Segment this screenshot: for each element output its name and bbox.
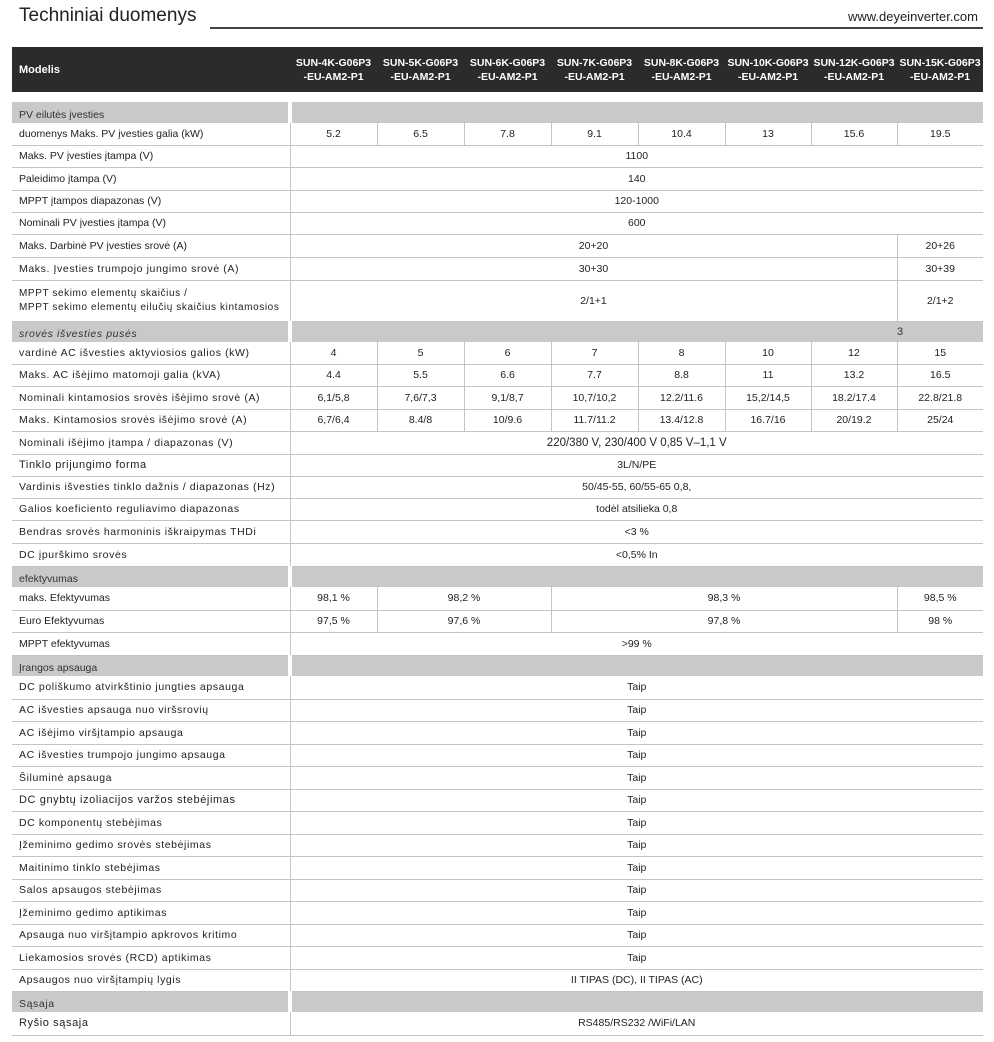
section-title: srovės išvesties pusės <box>12 321 290 342</box>
cell-value: 7,6/7,3 <box>377 386 464 409</box>
table-row <box>12 587 983 610</box>
section-note: 3 <box>897 321 983 342</box>
cell-value: todėl atsilieka 0,8 <box>290 498 983 520</box>
table-row <box>12 280 983 321</box>
row-label: Nominali PV įvesties įtampa (V) <box>12 212 290 234</box>
cell-value: 6,7/6,4 <box>290 409 377 431</box>
cell-value: 13.4/12.8 <box>638 409 725 431</box>
model-header-label: Modelis <box>12 47 290 92</box>
cell-value: II TIPAS (DC), II TIPAS (AC) <box>290 969 983 991</box>
row-label <box>12 280 290 321</box>
table-row <box>12 721 983 744</box>
row-label: AC išvesties trumpojo jungimo apsauga <box>12 744 290 766</box>
section-title: efektyvumas <box>12 566 290 587</box>
cell-value: 5.5 <box>377 364 464 386</box>
cell-value: 2/1+1 <box>290 280 897 321</box>
table-row <box>12 834 983 856</box>
row-label: DC poliškumo atvirkštinio jungties apsauga <box>12 676 290 699</box>
cell-value: <0,5% In <box>290 543 983 566</box>
cell-value: 50/45-55, 60/55-65 0,8, <box>290 476 983 498</box>
cell-value: 7.8 <box>464 123 551 145</box>
section-ac <box>12 321 983 342</box>
row-label: Nominali išėjimo įtampa / diapazonas (V) <box>12 431 290 454</box>
row-label: Liekamosios srovės (RCD) aptikimas <box>12 946 290 969</box>
table-row <box>12 257 983 280</box>
cell-value: 15 <box>897 342 983 364</box>
header-rule <box>210 27 983 29</box>
cell-value: 98,1 % <box>290 587 377 610</box>
row-label: Maks. Darbinė PV įvesties srovė (A) <box>12 234 290 257</box>
table-row <box>12 145 983 167</box>
cell-value: 9,1/8,7 <box>464 386 551 409</box>
section-efficiency <box>12 566 983 587</box>
page-title: Techniniai duomenys <box>19 5 197 26</box>
cell-value: 97,8 % <box>551 610 897 632</box>
table-row <box>12 610 983 632</box>
row-label: Salos apsaugos stebėjimas <box>12 879 290 901</box>
table-row <box>12 342 983 364</box>
table-row <box>12 811 983 834</box>
cell-value: 1100 <box>290 145 983 167</box>
model-name: SUN-4K-G06P3 <box>295 56 372 69</box>
row-label: Įžeminimo gedimo aptikimas <box>12 901 290 924</box>
table-row <box>12 386 983 409</box>
cell-value: 30+39 <box>897 257 983 280</box>
cell-value: 13.2 <box>811 364 897 386</box>
cell-value: 4.4 <box>290 364 377 386</box>
cell-value: <3 % <box>290 520 983 543</box>
table-row <box>12 190 983 212</box>
cell-value: Taip <box>290 834 983 856</box>
cell-value: 10 <box>725 342 811 364</box>
cell-value: 120-1000 <box>290 190 983 212</box>
table-row <box>12 123 983 145</box>
cell-value: Taip <box>290 924 983 946</box>
table-row <box>12 632 983 655</box>
row-label: Maks. PV įvesties įtampa (V) <box>12 145 290 167</box>
model-header <box>551 47 638 92</box>
cell-value: 18.2/17.4 <box>811 386 897 409</box>
row-label: DC komponentų stebėjimas <box>12 811 290 834</box>
row-label: Vardinis išvesties tinklo dažnis / diapazonas (Hz) <box>12 476 290 498</box>
row-label: Šiluminė apsauga <box>12 766 290 789</box>
table-row <box>12 167 983 190</box>
cell-value: RS485/RS232 /WiFi/LAN <box>290 1012 983 1035</box>
model-header <box>377 47 464 92</box>
cell-value: 20+20 <box>290 234 897 257</box>
table-row <box>12 234 983 257</box>
cell-value: 10.4 <box>638 123 725 145</box>
cell-value: 11 <box>725 364 811 386</box>
cell-value: 12 <box>811 342 897 364</box>
section-title: PV eilutės įvesties <box>12 102 290 123</box>
row-label: duomenys Maks. PV įvesties galia (kW) <box>12 123 290 145</box>
model-name: SUN-6K-G06P3 <box>469 56 546 69</box>
row-label: Bendras srovės harmoninis iškraipymas THDi <box>12 520 290 543</box>
model-suffix: -EU-AM2-P1 <box>737 70 799 83</box>
row-label: AC išvesties apsauga nuo viršsrovių <box>12 699 290 721</box>
table-row <box>12 946 983 969</box>
row-label: Apsaugos nuo viršįtampių lygis <box>12 969 290 991</box>
table-row <box>12 699 983 721</box>
cell-value: 140 <box>290 167 983 190</box>
cell-value: 97,6 % <box>377 610 551 632</box>
cell-value: 20+26 <box>897 234 983 257</box>
cell-value: Taip <box>290 699 983 721</box>
website-url: www.deyeinverter.com <box>847 9 978 24</box>
row-label: Maks. Įvesties trumpojo jungimo srovė (A) <box>12 257 290 280</box>
cell-value: Taip <box>290 766 983 789</box>
table-row <box>12 476 983 498</box>
cell-value: 22.8/21.8 <box>897 386 983 409</box>
row-label: vardinė AC išvesties aktyviosios galios (kW) <box>12 342 290 364</box>
cell-value: 19.5 <box>897 123 983 145</box>
cell-value: Taip <box>290 856 983 879</box>
model-name: SUN-8K-G06P3 <box>643 56 720 69</box>
table-row <box>12 879 983 901</box>
cell-value: 98 % <box>897 610 983 632</box>
table-row <box>12 543 983 566</box>
table-row <box>12 212 983 234</box>
section-title: Įrangos apsauga <box>12 655 290 676</box>
cell-value: 25/24 <box>897 409 983 431</box>
row-label: maks. Efektyvumas <box>12 587 290 610</box>
cell-value: Taip <box>290 879 983 901</box>
row-label: Paleidimo įtampa (V) <box>12 167 290 190</box>
cell-value: Taip <box>290 744 983 766</box>
spec-table <box>12 47 983 1036</box>
table-row <box>12 1012 983 1035</box>
cell-value: 11.7/11.2 <box>551 409 638 431</box>
cell-value: 9.1 <box>551 123 638 145</box>
cell-value: Taip <box>290 721 983 744</box>
cell-value: 7.7 <box>551 364 638 386</box>
table-row <box>12 901 983 924</box>
cell-value: Taip <box>290 789 983 811</box>
row-label: DC įpurškimo srovės <box>12 543 290 566</box>
table-row <box>12 766 983 789</box>
spacer-row <box>12 92 983 102</box>
section-pv <box>12 102 983 123</box>
table-row <box>12 454 983 476</box>
cell-value: 98,2 % <box>377 587 551 610</box>
cell-value: 6 <box>464 342 551 364</box>
section-protection <box>12 655 983 676</box>
cell-value: 6.5 <box>377 123 464 145</box>
row-label: Maks. AC išėjimo matomoji galia (kVA) <box>12 364 290 386</box>
row-label: Ryšio sąsaja <box>12 1012 290 1035</box>
table-row <box>12 789 983 811</box>
model-suffix: -EU-AM2-P1 <box>477 70 538 83</box>
model-name: SUN-10K-G06P3 <box>727 56 809 69</box>
table-row <box>12 969 983 991</box>
row-label: DC gnybtų izoliacijos varžos stebėjimas <box>12 789 290 811</box>
cell-value: 16.5 <box>897 364 983 386</box>
cell-value: 5.2 <box>290 123 377 145</box>
row-label: Tinklo prijungimo forma <box>12 454 290 476</box>
model-suffix: -EU-AM2-P1 <box>303 70 364 83</box>
model-name: SUN-7K-G06P3 <box>556 56 633 69</box>
model-header <box>811 47 897 92</box>
cell-value: 2/1+2 <box>897 280 983 321</box>
section-interface <box>12 991 983 1012</box>
cell-value: 98,5 % <box>897 587 983 610</box>
cell-value: 8 <box>638 342 725 364</box>
cell-value: 15,2/14,5 <box>725 386 811 409</box>
table-row <box>12 856 983 879</box>
model-name: SUN-15K-G06P3 <box>899 56 981 69</box>
model-header <box>897 47 983 92</box>
row-label: Maks. Kintamosios srovės išėjimo srovė (A) <box>12 409 290 431</box>
cell-value: 97,5 % <box>290 610 377 632</box>
cell-value: 16.7/16 <box>725 409 811 431</box>
model-suffix: -EU-AM2-P1 <box>390 70 451 83</box>
cell-value: Taip <box>290 811 983 834</box>
cell-value: Taip <box>290 676 983 699</box>
row-label: Nominali kintamosios srovės išėjimo srovė (A) <box>12 386 290 409</box>
row-label-line: MPPT sekimo elementų eilučių skaičius kintamosios <box>19 301 280 313</box>
model-name: SUN-5K-G06P3 <box>382 56 459 69</box>
row-label: MPPT efektyvumas <box>12 632 290 655</box>
table-row <box>12 364 983 386</box>
cell-value: 15.6 <box>811 123 897 145</box>
cell-value: 220/380 V, 230/400 V 0,85 V–1,1 V <box>290 431 983 454</box>
model-name: SUN-12K-G06P3 <box>813 56 895 69</box>
cell-value: 20/19.2 <box>811 409 897 431</box>
row-label: Euro Efektyvumas <box>12 610 290 632</box>
table-row <box>12 431 983 454</box>
model-header-row <box>12 47 983 92</box>
model-suffix: -EU-AM2-P1 <box>823 70 885 83</box>
cell-value: 10/9.6 <box>464 409 551 431</box>
row-label: Galios koeficiento reguliavimo diapazonas <box>12 498 290 520</box>
cell-value: 30+30 <box>290 257 897 280</box>
table-row <box>12 409 983 431</box>
cell-value: Taip <box>290 901 983 924</box>
cell-value: 98,3 % <box>551 587 897 610</box>
section-title: Sąsaja <box>12 991 290 1012</box>
row-label: AC išėjimo viršįtampio apsauga <box>12 721 290 744</box>
model-header <box>725 47 811 92</box>
cell-value: 13 <box>725 123 811 145</box>
row-label: MPPT įtampos diapazonas (V) <box>12 190 290 212</box>
cell-value: Taip <box>290 946 983 969</box>
table-row <box>12 498 983 520</box>
model-header <box>290 47 377 92</box>
cell-value: 12.2/11.6 <box>638 386 725 409</box>
model-header <box>464 47 551 92</box>
cell-value: 600 <box>290 212 983 234</box>
cell-value: 8.4/8 <box>377 409 464 431</box>
cell-value: 6,1/5,8 <box>290 386 377 409</box>
row-label-line: MPPT sekimo elementų skaičius / <box>19 287 188 299</box>
table-row <box>12 924 983 946</box>
model-suffix: -EU-AM2-P1 <box>651 70 712 83</box>
cell-value: 8.8 <box>638 364 725 386</box>
table-row <box>12 520 983 543</box>
cell-value: 7 <box>551 342 638 364</box>
row-label: Maitinimo tinklo stebėjimas <box>12 856 290 879</box>
cell-value: 4 <box>290 342 377 364</box>
cell-value: 5 <box>377 342 464 364</box>
table-row <box>12 676 983 699</box>
cell-value: 3L/N/PE <box>290 454 983 476</box>
row-label: Įžeminimo gedimo srovės stebėjimas <box>12 834 290 856</box>
cell-value: 10,7/10,2 <box>551 386 638 409</box>
cell-value: >99 % <box>290 632 983 655</box>
model-suffix: -EU-AM2-P1 <box>564 70 625 83</box>
model-suffix: -EU-AM2-P1 <box>909 70 971 83</box>
model-header <box>638 47 725 92</box>
row-label: Apsauga nuo viršįtampio apkrovos kritimo <box>12 924 290 946</box>
cell-value: 6.6 <box>464 364 551 386</box>
table-row <box>12 744 983 766</box>
